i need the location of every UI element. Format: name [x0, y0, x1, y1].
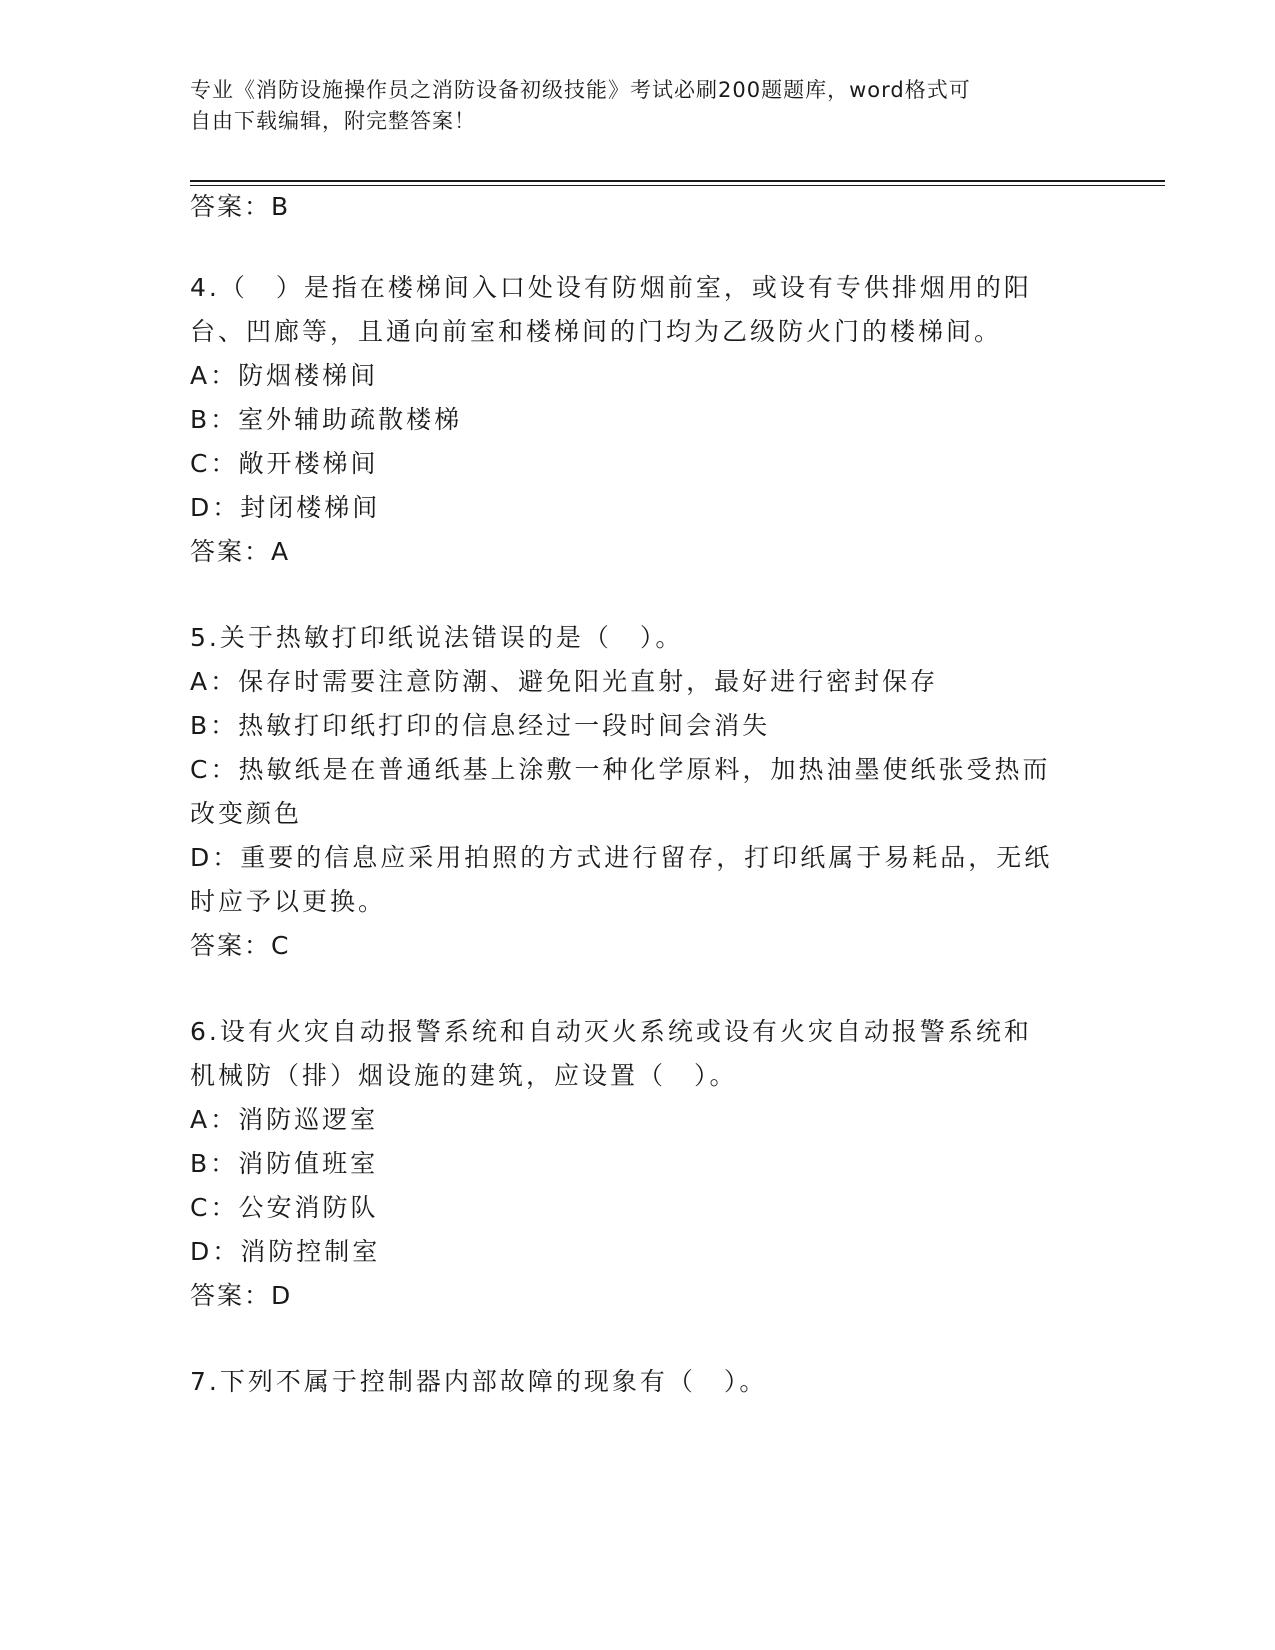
q6-stem-line-1: 6.设有火灾自动报警系统和自动灭火系统或设有火灾自动报警系统和 — [190, 1017, 1032, 1046]
q4-option-c: C：敞开楼梯间 — [190, 449, 379, 478]
header-divider-thin — [190, 185, 1165, 186]
q6-option-d: D：消防控制室 — [190, 1237, 381, 1266]
q5-option-c-line-2: 改变颜色 — [190, 799, 303, 828]
previous-answer: 答案：B — [190, 192, 291, 221]
q4-option-b: B：室外辅助疏散楼梯 — [190, 405, 463, 434]
header-title-line-2: 自由下载编辑，附完整答案！ — [190, 109, 476, 133]
q4-stem-line-1: 4.（ ）是指在楼梯间入口处设有防烟前室，或设有专供排烟用的阳 — [190, 273, 1032, 302]
q7-stem: 7.下列不属于控制器内部故障的现象有（ ）。 — [190, 1367, 768, 1396]
q5-option-d-line-1: D：重要的信息应采用拍照的方式进行留存，打印纸属于易耗品，无纸 — [190, 843, 1053, 872]
q5-answer: 答案：C — [190, 931, 291, 960]
q5-stem: 5.关于热敏打印纸说法错误的是（ ）。 — [190, 623, 684, 652]
q6-option-a: A：消防巡逻室 — [190, 1105, 379, 1134]
q5-option-a: A：保存时需要注意防潮、避免阳光直射，最好进行密封保存 — [190, 667, 939, 696]
q4-option-d: D：封闭楼梯间 — [190, 493, 381, 522]
q4-stem-line-2: 台、凹廊等，且通向前室和楼梯间的门均为乙级防火门的楼梯间。 — [190, 317, 1003, 346]
page-header — [190, 75, 1090, 137]
header-title-line-1: 专业《消防设施操作员之消防设备初级技能》考试必刷200题题库，word格式可 — [190, 78, 971, 102]
q5-option-c-line-1: C：热敏纸是在普通纸基上涂敷一种化学原料，加热油墨使纸张受热而 — [190, 755, 1051, 784]
q4-option-a: A：防烟楼梯间 — [190, 361, 379, 390]
q6-option-b: B：消防值班室 — [190, 1149, 379, 1178]
q5-option-d-line-2: 时应予以更换。 — [190, 887, 387, 916]
q6-stem-line-2: 机械防（排）烟设施的建筑，应设置（ ）。 — [190, 1061, 738, 1090]
q5-option-b: B：热敏打印纸打印的信息经过一段时间会消失 — [190, 711, 771, 740]
q4-answer: 答案：A — [190, 537, 291, 566]
header-divider-thick — [190, 180, 1165, 182]
q6-option-c: C：公安消防队 — [190, 1193, 379, 1222]
q6-answer: 答案：D — [190, 1281, 293, 1310]
